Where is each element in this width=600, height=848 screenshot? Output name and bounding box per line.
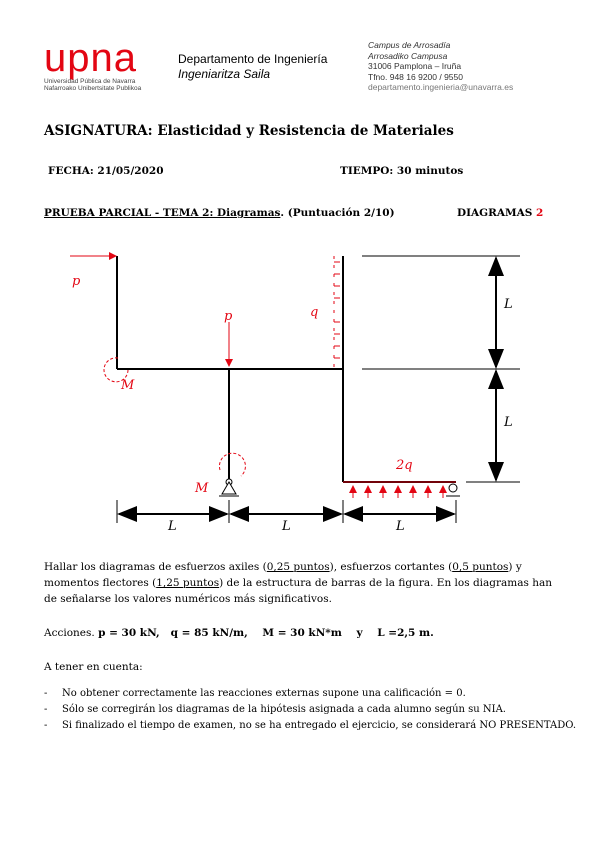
problem-statement xyxy=(44,559,564,607)
moment-1-label: M xyxy=(121,378,135,393)
dim-L-vertical-1: L xyxy=(504,297,513,312)
campus-line-1: Campus de Arrosadía xyxy=(368,40,451,50)
structure-figure xyxy=(0,240,600,540)
statement-part-c: ) y momentos flectores ( xyxy=(44,561,522,589)
statement-part-d: ) de la estructura de barras de la figura. En los diagramas han de señalarse los valores numéricos más significativos. xyxy=(44,577,553,605)
pin-support-center xyxy=(219,479,239,496)
actions-values: p = 30 kN, q = 85 kN/m, M = 30 kN*m y L =2,5 m. xyxy=(98,627,434,639)
department-name-eu: Ingeniaritza Saila xyxy=(178,67,271,81)
load-p-mid-label: p xyxy=(224,309,233,324)
notes-list xyxy=(44,686,584,734)
load-2q-arrows xyxy=(353,486,443,498)
campus-line-5: departamento.ingenieria@unavarra.es xyxy=(368,82,514,92)
dim-L-horizontal-2: L xyxy=(282,519,291,534)
dim-L-horizontal-3: L xyxy=(396,519,405,534)
campus-address xyxy=(368,40,513,93)
cortantes-points: 0,5 puntos xyxy=(452,561,509,573)
exam-part-heading xyxy=(44,207,395,219)
diagram-set-number: 2 xyxy=(536,207,544,219)
note-item: - Sólo se corregirán los diagramas de la hipótesis asignada a cada alumno según su NIA. xyxy=(44,702,584,718)
moment-2-label: M xyxy=(195,481,209,496)
actions-line xyxy=(44,627,434,639)
note-item: - No obtener correctamente las reacciones externas supone una calificación = 0. xyxy=(44,686,584,702)
load-2q-label: 2q xyxy=(396,458,413,473)
logo-text: upna xyxy=(44,36,137,80)
note-item: - Si finalizado el tiempo de examen, no se ha entregado el ejercicio, se considerará NO PRESENTADO. xyxy=(44,718,584,734)
exam-time: TIEMPO: 30 minutos xyxy=(340,165,464,177)
upna-logo xyxy=(44,38,154,92)
load-q-distributed xyxy=(334,256,340,369)
campus-line-4: Tfno. 948 16 9200 / 9550 xyxy=(368,71,463,82)
exam-date: FECHA: 21/05/2020 xyxy=(48,165,164,177)
dim-L-vertical-2: L xyxy=(504,415,513,430)
axiles-points: 0,25 puntos xyxy=(266,561,330,573)
page-title: ASIGNATURA: Elasticidad y Resistencia de Materiales xyxy=(44,123,454,139)
statement-part-b: ), esfuerzos cortantes ( xyxy=(329,561,453,573)
pin-support-right xyxy=(446,484,460,496)
dim-L-horizontal-1: L xyxy=(168,519,177,534)
exam-part-score: . (Puntuación 2/10) xyxy=(280,207,395,219)
campus-line-3: 31006 Pamplona – Iruña xyxy=(368,61,462,71)
diagram-set xyxy=(457,207,543,219)
statement-part-a: Hallar los diagramas de esfuerzos axiles ( xyxy=(44,561,267,573)
department xyxy=(178,52,327,82)
logo-sub-eu: Nafarroako Unibertsitate Publikoa xyxy=(44,85,142,92)
vertical-dimensions xyxy=(362,256,520,482)
campus-line-2: Arrosadiko Campusa xyxy=(368,50,448,61)
notes-heading: A tener en cuenta: xyxy=(44,661,143,673)
diagram-set-label: DIAGRAMAS xyxy=(457,207,533,219)
load-p-left-label: p xyxy=(72,274,81,289)
moment-2 xyxy=(219,453,245,476)
actions-label: Acciones. xyxy=(44,627,95,639)
exam-part-title: PRUEBA PARCIAL - TEMA 2: Diagramas xyxy=(44,207,281,219)
load-q-label: q xyxy=(310,305,319,320)
logo-sub-es: Universidad Pública de Navarra xyxy=(44,78,136,85)
department-name: Departamento de Ingeniería xyxy=(178,52,328,66)
flectores-points: 1,25 puntos xyxy=(156,577,220,589)
